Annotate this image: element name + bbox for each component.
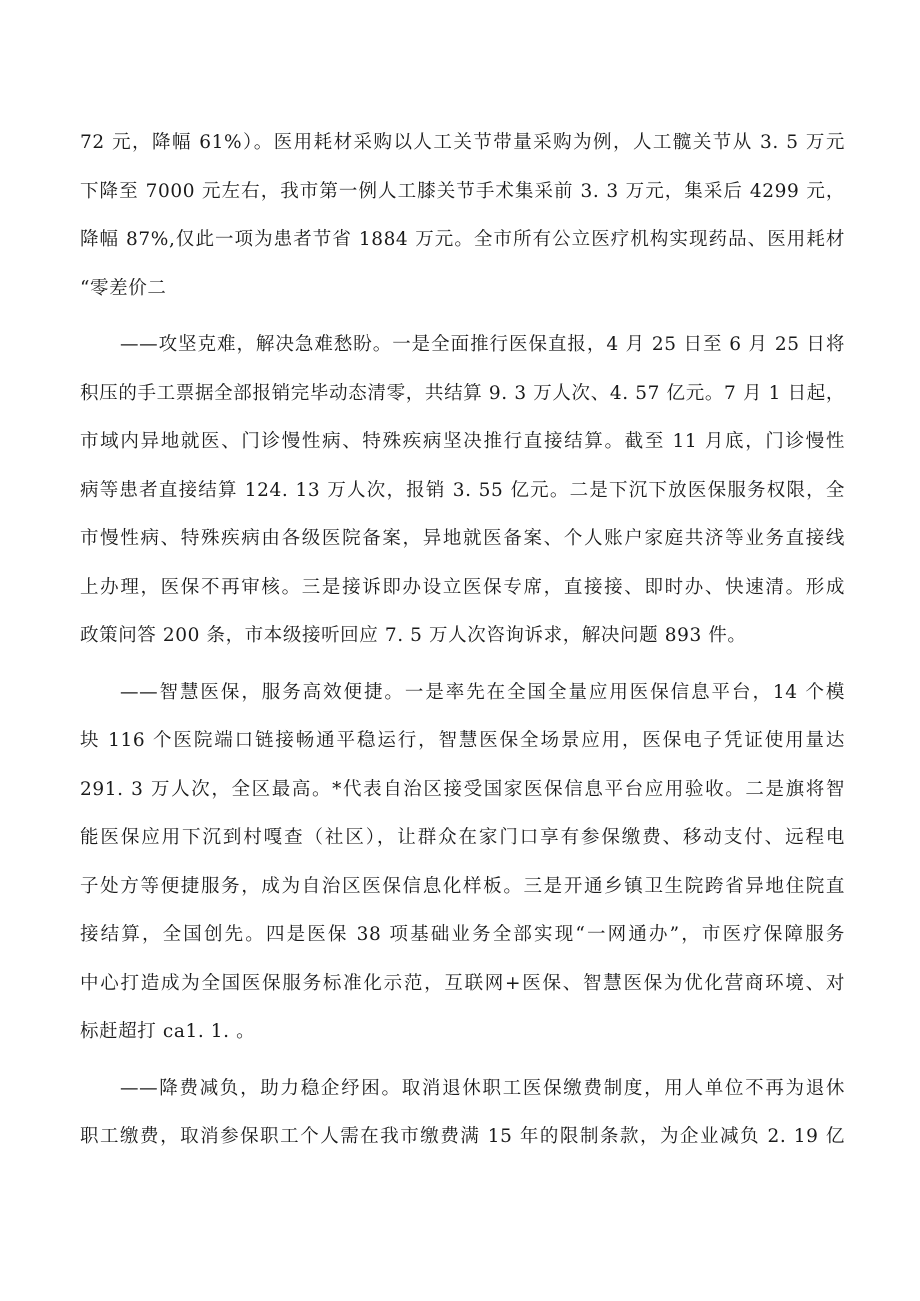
paragraph-first-line: ——攻坚克难，解决急难愁盼。一是全面推行医保直报，4 月 25 日至 6 月 25 日将 — [120, 334, 845, 355]
text-line: 接结算，全国创先。四是医保 38 项基础业务全部实现“一网通办”，市医疗保障服务 — [80, 924, 845, 945]
text-line: 市域内异地就医、门诊慢性病、特殊疾病坚决推行直接结算。截至 11 月底，门诊慢性 — [80, 431, 845, 452]
text-line: 291. 3 万人次，全区最高。*代表自治区接受国家医保信息平台应用验收。二是旗将智 — [80, 779, 845, 800]
text-line: 下降至 7000 元左右，我市第一例人工膝关节手术集采前 3. 3 万元，集采后 4299 元， — [80, 181, 845, 202]
text-line: 子处方等便捷服务，成为自治区医保信息化样板。三是开通乡镇卫生院跨省异地住院直 — [80, 876, 845, 897]
text-line: 降幅 87%,仅此一项为患者节省 1884 万元。全市所有公立医疗机构实现药品、医用耗材 — [80, 229, 845, 250]
text-line: 职工缴费，取消参保职工个人需在我市缴费满 15 年的限制条款，为企业减负 2. 19 亿 — [80, 1126, 845, 1147]
text-line: “零差价二 — [80, 278, 167, 299]
text-line: 积压的手工票据全部报销完毕动态清零，共结算 9. 3 万人次、4. 57 亿元。7 月 1 日起， — [80, 383, 845, 404]
paragraph-first-line: ——智慧医保，服务高效便捷。一是率先在全国全量应用医保信息平台，14 个模 — [120, 682, 845, 703]
text-line: 上办理，医保不再审核。三是接诉即办设立医保专席，直接接、即时办、快速清。形成 — [80, 577, 845, 598]
text-line: 中心打造成为全国医保服务标准化示范，互联网+医保、智慧医保为优化营商环境、对 — [80, 973, 845, 994]
text-line: 病等患者直接结算 124. 13 万人次，报销 3. 55 亿元。二是下沉下放医保服务权限，全 — [80, 480, 845, 501]
text-line: 政策问答 200 条，市本级接听回应 7. 5 万人次咨询诉求，解决问题 893 件。 — [80, 625, 747, 646]
text-line: 标赶超打 ca1. 1. 。 — [80, 1021, 256, 1042]
text-line: 72 元，降幅 61%）。医用耗材采购以人工关节带量采购为例，人工髋关节从 3. 5 万元 — [80, 132, 845, 153]
text-line: 能医保应用下沉到村嘎查（社区），让群众在家门口享有参保缴费、移动支付、远程电 — [80, 827, 845, 848]
text-line: 市慢性病、特殊疾病由各级医院备案，异地就医备案、个人账户家庭共济等业务直接线 — [80, 528, 845, 549]
paragraph-first-line: ——降费减负，助力稳企纾困。取消退休职工医保缴费制度，用人单位不再为退休 — [120, 1078, 845, 1099]
text-line: 块 116 个医院端口链接畅通平稳运行，智慧医保全场景应用，医保电子凭证使用量达 — [80, 730, 845, 751]
